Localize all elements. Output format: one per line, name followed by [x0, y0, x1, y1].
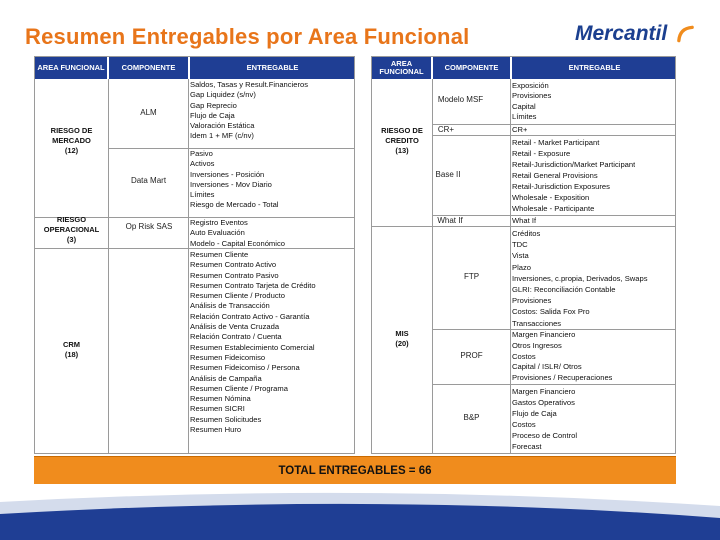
list-item: Costos: Salida Fox Pro	[512, 307, 590, 317]
list-item: Gap Reprecio	[190, 100, 237, 110]
header-entregable	[512, 57, 676, 79]
list-item: Margen Financiero	[512, 330, 576, 339]
total-label: TOTAL ENTREGABLES = 66	[278, 464, 432, 477]
list-item: Auto Evaluación	[190, 228, 245, 238]
logo-text: Mercantil	[575, 22, 668, 45]
items-what-if	[512, 216, 536, 226]
list-item: Gap Liquidez (s/nv)	[190, 90, 256, 100]
list-item: Inversiones, c.propia, Derivados, Swaps	[512, 273, 648, 283]
list-item: Retail-Jurisdiction Exposures	[512, 182, 610, 191]
area-mis	[372, 329, 432, 349]
header-entregable	[190, 57, 355, 79]
list-item: Riesgo de Mercado - Total	[190, 200, 279, 210]
items-bp	[512, 386, 577, 452]
list-item: Capital / ISLR/ Otros	[512, 362, 582, 372]
list-item: Resumen Huro	[190, 425, 242, 435]
list-item: Transacciones	[512, 318, 562, 328]
list-item: Capital	[512, 101, 536, 111]
component-prof: PROF	[460, 351, 483, 360]
list-item: Inversiones - Posición	[190, 169, 265, 179]
header-area-label: AREA FUNCIONAL	[37, 62, 105, 72]
list-item: Saldos, Tasas y Result.Financieros	[190, 80, 309, 89]
footer-wave	[0, 484, 720, 540]
header-componente-label: COMPONENTE	[121, 62, 176, 72]
area-riesgo-mercado	[35, 126, 108, 156]
divider	[432, 135, 676, 136]
header-componente	[109, 57, 188, 79]
list-item: Resumen Fideicomiso	[190, 352, 266, 362]
component-base-ii: Base II	[435, 170, 461, 179]
area-crm	[35, 340, 108, 360]
list-item: Análisis de Campaña	[190, 373, 262, 383]
area-riesgo-operacional	[35, 215, 108, 245]
area-name: CRM	[62, 340, 81, 349]
list-item: Provisiones	[512, 296, 552, 306]
list-item: Relación Contrato Activo - Garantía	[190, 311, 310, 321]
items-op-risk	[190, 218, 285, 249]
list-item: What If	[512, 216, 537, 225]
list-item: Resumen Contrato Activo	[190, 260, 277, 270]
list-item: Resumen Nómina	[190, 394, 251, 404]
list-item: GLRI: Reconciliación Contable	[512, 284, 616, 294]
list-item: Resumen SICRI	[190, 404, 245, 414]
list-item: Costos	[512, 351, 536, 361]
component-op-risk-sas: Op Risk SAS	[125, 222, 173, 231]
divider	[108, 79, 109, 454]
list-item: Flujo de Caja	[512, 409, 557, 418]
list-item: Vista	[512, 251, 529, 261]
list-item: Activos	[190, 159, 215, 169]
area-riesgo-credito	[372, 126, 432, 156]
area-name: RIESGO OPERACIONAL	[43, 215, 100, 234]
divider	[188, 79, 189, 454]
component-what-if: What If	[437, 216, 463, 225]
list-item: Resumen Contrato Tarjeta de Crédito	[190, 280, 316, 290]
list-item: Resumen Cliente	[190, 250, 249, 259]
header-componente	[433, 57, 510, 79]
area-name: RIESGO DE CREDITO	[381, 126, 423, 145]
list-item: Pasivo	[190, 149, 213, 158]
items-modelo-msf	[512, 81, 551, 122]
list-item: Créditos	[512, 229, 541, 238]
list-item: Wholesale - Exposition	[512, 193, 590, 202]
items-base-ii	[512, 137, 635, 214]
left-panel	[34, 56, 355, 454]
header-area	[35, 57, 107, 79]
list-item: Retail - Market Participant	[512, 138, 600, 147]
header-area	[372, 57, 431, 79]
component-alm: ALM	[140, 108, 157, 117]
area-name: MIS	[395, 329, 409, 338]
list-item: Resumen Contrato Pasivo	[190, 270, 279, 280]
area-count: (18)	[64, 350, 79, 359]
page-title: Resumen Entregables por Area Funcional	[25, 24, 470, 49]
list-item: Análisis de Venta Cruzada	[190, 322, 280, 332]
items-alm	[190, 80, 308, 142]
list-item: Proceso de Control	[512, 431, 578, 440]
component-data-mart: Data Mart	[130, 176, 167, 185]
logo-arc-icon	[676, 24, 695, 44]
list-item: Resumen Establecimiento Comercial	[190, 342, 315, 352]
header-componente-label: COMPONENTE	[444, 62, 499, 72]
area-name: RIESGO DE MERCADO	[50, 126, 93, 145]
list-item: Retail General Provisions	[512, 171, 598, 180]
list-item: Retail-Jurisdiction/Market Participant	[512, 160, 636, 169]
list-item: Provisiones / Recuperaciones	[512, 373, 613, 383]
header-entregable-label: ENTREGABLE	[246, 62, 299, 72]
items-ftp	[512, 228, 648, 329]
area-count: (20)	[395, 339, 409, 348]
list-item: Límites	[512, 111, 537, 121]
list-item: Forecast	[512, 442, 542, 451]
component-cr-plus: CR+	[437, 125, 455, 134]
list-item: Retail - Exposure	[512, 149, 571, 158]
list-item: Idem 1 + MF (c/nv)	[190, 131, 254, 141]
list-item: Flujo de Caja	[190, 110, 235, 120]
list-item: Wholesale - Participante	[512, 204, 595, 213]
divider	[432, 124, 676, 125]
mercantil-logo	[575, 22, 695, 52]
component-ftp: FTP	[463, 272, 480, 281]
area-count: (12)	[64, 146, 79, 155]
list-item: Resumen Cliente / Producto	[190, 291, 285, 301]
items-cr-plus	[512, 125, 527, 135]
items-crm	[190, 250, 316, 435]
area-count: (3)	[66, 235, 77, 244]
divider	[432, 384, 676, 385]
list-item: Registro Eventos	[190, 218, 248, 227]
list-item: Resumen Fideicomiso / Persona	[190, 363, 300, 373]
list-item: Resumen Cliente / Programa	[190, 383, 288, 393]
items-data-mart	[190, 149, 279, 211]
list-item: Plazo	[512, 262, 531, 272]
list-item: Resumen Solicitudes	[190, 414, 262, 424]
component-bp: B&P	[463, 413, 480, 422]
header-area-label: AREA FUNCIONAL	[379, 58, 424, 76]
divider	[432, 215, 676, 216]
list-item: Relación Contrato / Cuenta	[190, 332, 282, 342]
list-item: Límites	[190, 190, 215, 200]
area-count: (13)	[395, 146, 409, 155]
list-item: CR+	[512, 125, 528, 134]
items-prof	[512, 330, 612, 384]
list-item: Costos	[512, 420, 536, 429]
list-item: Otros Ingresos	[512, 340, 562, 350]
list-item: Margen Financiero	[512, 387, 576, 396]
list-item: Provisiones	[512, 91, 552, 101]
right-panel	[371, 56, 676, 454]
list-item: Gastos Operativos	[512, 398, 575, 407]
list-item: Inversiones - Mov Diario	[190, 179, 272, 189]
total-bar	[34, 456, 676, 484]
component-modelo-msf: Modelo MSF	[437, 95, 484, 104]
list-item: Valoración Estática	[190, 121, 255, 131]
list-item: Exposición	[512, 81, 549, 90]
header-entregable-label: ENTREGABLE	[568, 62, 621, 72]
list-item: TDC	[512, 240, 528, 250]
list-item: Análisis de Transacción	[190, 301, 270, 311]
list-item: Modelo - Capital Económico	[190, 238, 285, 248]
